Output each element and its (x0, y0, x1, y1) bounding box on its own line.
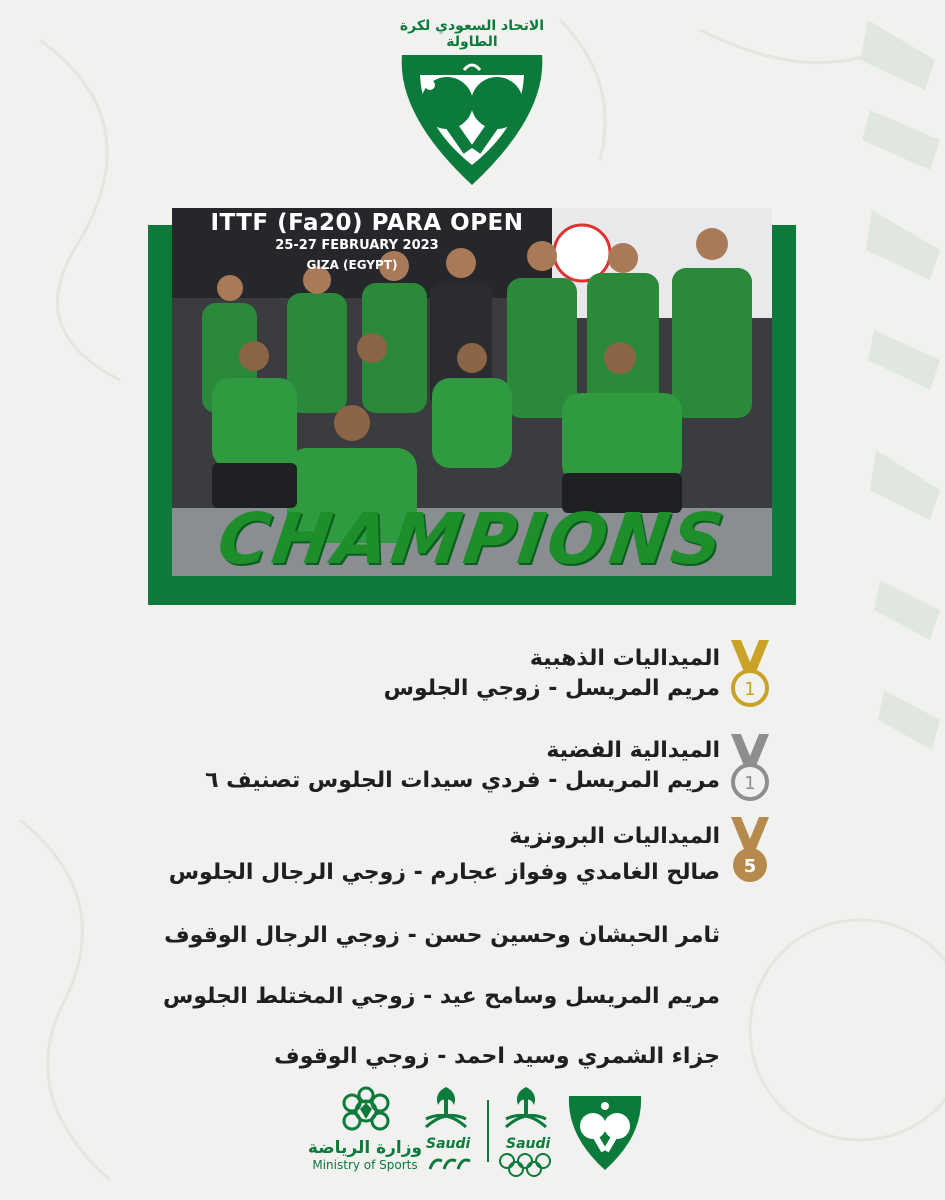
silver-medal-count: 1 (744, 773, 756, 794)
bronze-medal-section (509, 822, 720, 852)
olympic-rings-icon (498, 1153, 552, 1177)
silver-medal-line: مريم المريسل - فردي سيدات الجلوس تصنيف ٦ (205, 768, 720, 793)
gold-medal-icon (727, 638, 773, 708)
federation-footer-logo-icon (565, 1090, 645, 1172)
bronze-medal-heading: الميداليات البرونزية (509, 824, 720, 849)
champions-title: CHAMPIONS (212, 498, 732, 580)
paralympic-agitos-icon (424, 1155, 472, 1173)
gold-medal-heading: الميداليات الذهبية (529, 646, 720, 671)
event-banner-dates: 25-27 FEBRUARY 2023 (275, 238, 439, 253)
gold-medal-count: 1 (744, 679, 756, 700)
silver-medal-section (205, 736, 720, 796)
bronze-medal-line: صالح الغامدي وفواز عجارم - زوجي الرجال الجلوس (168, 860, 720, 885)
saudi-emblem-icon (420, 1083, 472, 1133)
ministry-name-arabic: وزارة الرياضة (307, 1138, 423, 1158)
silver-medal-heading: الميدالية الفضية (546, 738, 720, 763)
bronze-medal-line: جزاء الشمري وسيد احمد - زوجي الوقوف (274, 1044, 720, 1069)
ministry-name-english: Ministry of Sports (312, 1158, 418, 1172)
federation-logo-icon (372, 15, 572, 195)
saudi-olympic-emblem-icon (500, 1083, 552, 1133)
bronze-medal-line: ثامر الحبشان وحسين حسن - زوجي الرجال الوقوف (164, 923, 720, 948)
silver-medal-icon (727, 732, 773, 802)
paralympic-saudi-label: Saudi (426, 1136, 471, 1152)
event-banner-location: GIZA (EGYPT) (306, 258, 398, 272)
footer-divider (487, 1100, 489, 1162)
bronze-medal-line: مريم المريسل وسامح عيد - زوجي المختلط الجلوس (162, 984, 720, 1009)
federation-name: الاتحاد السعودي لكرة الطاولة (399, 18, 545, 50)
ministry-of-sports-text (300, 1138, 430, 1172)
olympic-saudi-label: Saudi (506, 1136, 551, 1152)
bronze-medal-count: 5 (743, 856, 757, 877)
gold-medal-line: مريم المريسل - زوجي الجلوس (383, 676, 720, 701)
event-banner-title: ITTF (Fa20) PARA OPEN (210, 210, 524, 236)
ministry-of-sports-logo-icon (330, 1085, 402, 1140)
bronze-medal-icon (727, 815, 773, 885)
gold-medal-section (384, 644, 720, 704)
